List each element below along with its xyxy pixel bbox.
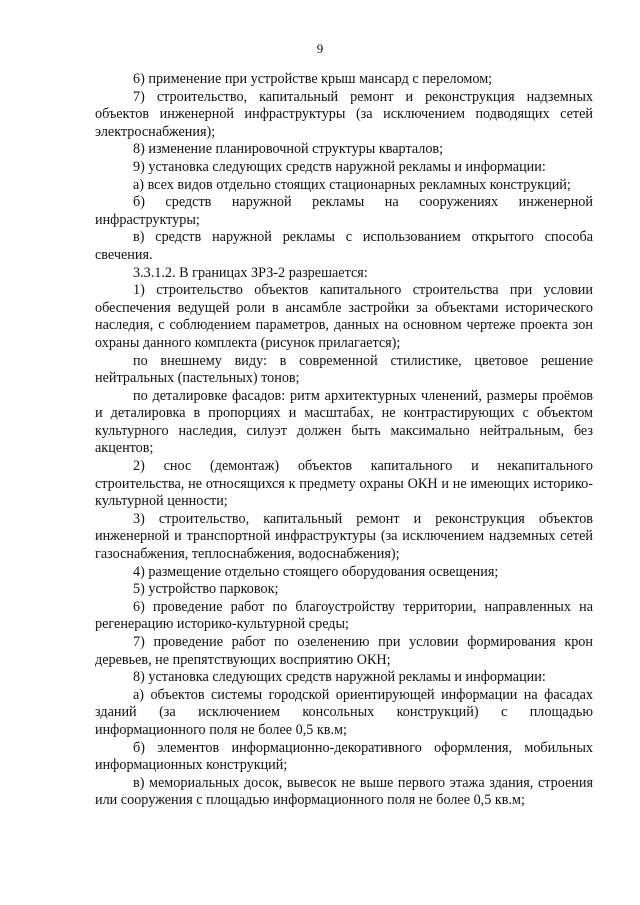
paragraph-8-advertising: 8) установка следующих средств наружной рекламы и информации: <box>133 669 546 686</box>
paragraph-1-construction: 1) строительство объектов капитального строительства при условии обеспечения ведущей роли в ансамбле застройки за объектами исторического наследия, с соблюдением параметров, данных на основном чертеже проекта зон охраны данного комплекта (рисунок прилагается); <box>95 282 593 351</box>
paragraph-6-mansard-roofs: 6) применение при устройстве крыш мансард с переломом; <box>133 71 493 87</box>
section-heading-3-3-1-2: 3.3.1.2. В границах ЗРЗ-2 разрешается: <box>133 264 368 281</box>
paragraph-6-landscaping: 6) проведение работ по благоустройству территории, направленных на регенерацию историко-культурной среды; <box>95 598 593 633</box>
paragraph-7-engineering-infrastructure: 7) строительство, капитальный ремонт и реконструкция надземных объектов инженерной инфраструктуры (за исключением подводящих сетей электроснабжения); <box>95 88 593 140</box>
paragraph-9-advertising: 9) установка следующих средств наружной рекламы и информации: <box>133 158 546 175</box>
paragraph-7-greening: 7) проведение работ по озеленению при условии формирования крон деревьев, не препятствующих восприятию ОКН; <box>95 634 593 668</box>
paragraph-8c-memorial-plaques: в) мемориальных досок, вывесок не выше первого этажа здания, строения или сооружения с площадью информационного поля не более 0,5 кв.м; <box>95 774 593 809</box>
paragraph-appearance: по внешнему виду: в современной стилистике, цветовое решение нейтральных (пастельных) тонов; <box>95 352 593 387</box>
paragraph-9b-ads-on-structures: б) средств наружной рекламы на сооружениях инженерной инфраструктуры; <box>95 194 593 228</box>
paragraph-8a-orientation-info: а) объектов системы городской ориентирующей информации на фасадах зданий (за исключением консольных конструкций) с площадью информационного поля не более 0,5 кв.м; <box>95 686 593 738</box>
paragraph-5-parking: 5) устройство парковок; <box>133 581 279 598</box>
page-number: 9 <box>316 41 324 56</box>
paragraph-9a-standalone-ads: а) всех видов отдельно стоящих стационарных рекламных конструкций; <box>133 176 571 193</box>
paragraph-4-lighting: 4) размещение отдельно стоящего оборудования освещения; <box>133 563 499 580</box>
paragraph-2-demolition: 2) снос (демонтаж) объектов капитального и некапитального строительства, не относящихся к предмету охраны ОКН и не имеющих историко-культурной ценности; <box>95 458 593 510</box>
paragraph-3-infrastructure: 3) строительство, капитальный ремонт и реконструкция объектов инженерной и транспортной инфраструктуры (за исключением надземных сетей газоснабжения, теплоснабжения, водоснабжения); <box>95 510 593 563</box>
paragraph-8b-decorative-elements: б) элементов информационно-декоративного оформления, мобильных информационных конструкций; <box>95 739 593 774</box>
paragraph-9c-illuminated-ads: в) средств наружной рекламы с использованием открытого способа свечения. <box>95 229 593 263</box>
paragraph-8-planning-structure: 8) изменение планировочной структуры кварталов; <box>133 141 444 158</box>
paragraph-facade-details: по деталировке фасадов: ритм архитектурных членений, размеры проёмов и деталировка в пропорциях и масштабах, не контрастирующих с объектом культурного наследия, силуэт должен быть максимально нейтральным, без акцентов; <box>95 387 593 457</box>
document-body <box>95 71 593 810</box>
